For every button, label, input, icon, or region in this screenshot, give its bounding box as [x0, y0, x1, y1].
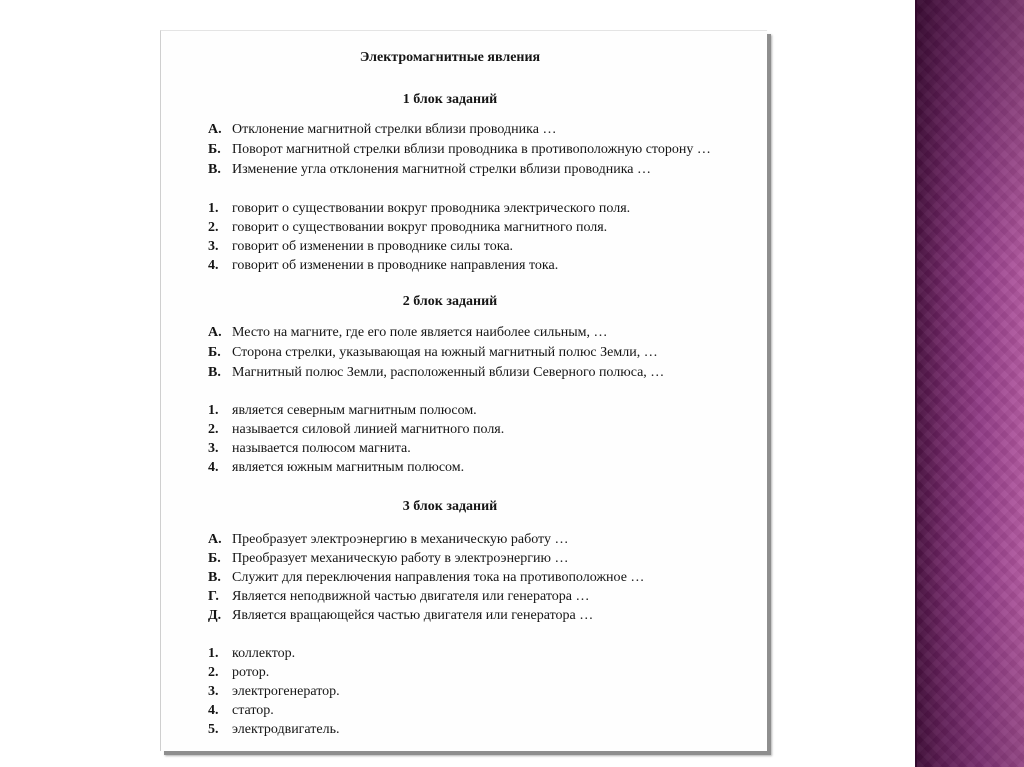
answer-item — [208, 199, 630, 218]
answer-text: называется силовой линией магнитного поля. — [232, 422, 505, 437]
answer-item — [208, 218, 630, 237]
statement-item — [208, 606, 644, 625]
statement-text: Является неподвижной частью двигателя или генератора … — [232, 589, 590, 604]
statement-item — [208, 323, 664, 343]
answer-text: говорит об изменении в проводнике направления тока. — [232, 258, 559, 273]
statement-label: Б. — [208, 551, 221, 566]
statement-text: Отклонение магнитной стрелки вблизи проводника … — [232, 122, 557, 137]
answer-item — [208, 439, 504, 458]
answer-item — [208, 720, 340, 739]
statement-text: Поворот магнитной стрелки вблизи проводника в противоположную сторону … — [232, 142, 711, 157]
block-2-statements — [208, 323, 664, 383]
statement-label: Б. — [208, 142, 221, 157]
answer-item — [208, 663, 340, 682]
answer-label: 4. — [208, 258, 219, 273]
block-3-answers — [208, 644, 340, 739]
statement-label: А. — [208, 532, 222, 547]
answer-label: 5. — [208, 722, 219, 737]
answer-label: 3. — [208, 684, 219, 699]
answer-label: 4. — [208, 703, 219, 718]
statement-label: В. — [208, 570, 221, 585]
answer-text: коллектор. — [232, 646, 296, 661]
answer-text: является южным магнитным полюсом. — [232, 460, 465, 475]
statement-text: Изменение угла отклонения магнитной стрелки вблизи проводника … — [232, 162, 652, 177]
document-title: Электромагнитные явления — [359, 50, 541, 65]
decorative-purple-strip — [915, 0, 1024, 767]
block-1-answers — [208, 199, 630, 275]
statement-label: В. — [208, 365, 221, 380]
answer-text: говорит о существовании вокруг проводника электрического поля. — [232, 201, 631, 216]
statement-item — [208, 549, 644, 568]
block-1-heading: 1 блок заданий — [402, 92, 498, 107]
answer-text: является северным магнитным полюсом. — [232, 403, 477, 418]
answer-text: статор. — [232, 703, 274, 718]
answer-text: электродвигатель. — [232, 722, 340, 737]
statement-label: А. — [208, 122, 222, 137]
statement-text: Является вращающейся частью двигателя или генератора … — [232, 608, 594, 623]
answer-text: электрогенератор. — [232, 684, 340, 699]
statement-item — [208, 568, 644, 587]
statement-item — [208, 120, 711, 140]
answer-label: 1. — [208, 403, 219, 418]
answer-label: 2. — [208, 422, 219, 437]
block-1-statements — [208, 120, 711, 180]
answer-label: 1. — [208, 646, 219, 661]
statement-item — [208, 363, 664, 383]
answer-label: 2. — [208, 220, 219, 235]
statement-text: Сторона стрелки, указывающая на южный магнитный полюс Земли, … — [232, 345, 658, 360]
answer-item — [208, 401, 504, 420]
answer-label: 3. — [208, 441, 219, 456]
answer-item — [208, 256, 630, 275]
block-2-heading: 2 блок заданий — [402, 294, 498, 309]
statement-text: Преобразует электроэнергию в механическую работу … — [232, 532, 569, 547]
statement-item — [208, 587, 644, 606]
answer-item — [208, 682, 340, 701]
statement-item — [208, 343, 664, 363]
block-2-answers — [208, 401, 504, 477]
statement-item — [208, 530, 644, 549]
block-3-statements — [208, 530, 644, 625]
statement-label: В. — [208, 162, 221, 177]
statement-item — [208, 140, 711, 160]
block-3-heading: 3 блок заданий — [402, 499, 498, 514]
answer-text: говорит о существовании вокруг проводника магнитного поля. — [232, 220, 608, 235]
statement-label: Г. — [208, 589, 219, 604]
answer-label: 3. — [208, 239, 219, 254]
statement-text: Место на магните, где его поле является наиболее сильным, … — [232, 325, 608, 340]
statement-item — [208, 160, 711, 180]
answer-label: 4. — [208, 460, 219, 475]
answer-text: называется полюсом магнита. — [232, 441, 411, 456]
statement-label: Д. — [208, 608, 222, 623]
statement-text: Преобразует механическую работу в электроэнергию … — [232, 551, 569, 566]
answer-item — [208, 458, 504, 477]
answer-item — [208, 237, 630, 256]
answer-item — [208, 420, 504, 439]
answer-label: 2. — [208, 665, 219, 680]
statement-text: Магнитный полюс Земли, расположенный вблизи Северного полюса, … — [232, 365, 665, 380]
answer-text: ротор. — [232, 665, 270, 680]
statement-label: А. — [208, 325, 222, 340]
answer-text: говорит об изменении в проводнике силы тока. — [232, 239, 514, 254]
answer-item — [208, 644, 340, 663]
statement-label: Б. — [208, 345, 221, 360]
answer-label: 1. — [208, 201, 219, 216]
answer-item — [208, 701, 340, 720]
statement-text: Служит для переключения направления тока на противоположное … — [232, 570, 645, 585]
